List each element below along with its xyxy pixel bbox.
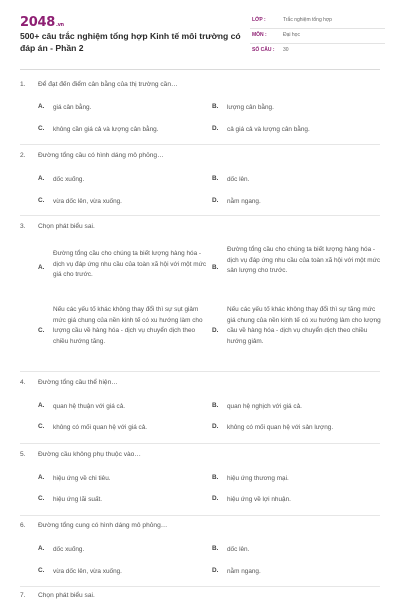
option-text: vừa dốc lên, vừa xuống. — [53, 568, 122, 575]
option-letter: B. — [212, 474, 219, 481]
question-text: Đường cầu không phụ thuộc vào… — [38, 451, 141, 458]
question-separator — [20, 215, 380, 216]
option-letter: B. — [212, 402, 219, 409]
option-letter: D. — [212, 197, 219, 204]
option-text: dốc lên. — [227, 546, 250, 553]
option-letter: C. — [38, 423, 45, 430]
option-letter: C. — [38, 197, 45, 204]
option-letter: B. — [212, 545, 219, 552]
meta-key: MÔN : — [252, 32, 267, 38]
option-letter: A. — [38, 175, 45, 182]
option-letter: C. — [38, 327, 45, 334]
site-logo[interactable] — [20, 15, 64, 30]
question-separator — [20, 443, 380, 444]
meta-row-class — [250, 14, 385, 29]
meta-info-box — [250, 14, 385, 59]
option-letter: A. — [38, 103, 45, 110]
option-letter: D. — [212, 423, 219, 430]
meta-value: Trắc nghiệm tổng hợp — [283, 17, 332, 23]
option-letter: B. — [212, 175, 219, 182]
question-3 — [20, 223, 385, 345]
option-text: hiệu ứng thương mại. — [227, 475, 289, 482]
question-number: 4. — [20, 379, 26, 386]
option-text: Đường tổng cầu cho chúng ta biết lượng hàng hóa - dịch vụ đáp ứng nhu cầu của toàn xã hội với một mức sản lượng cho trước. — [227, 246, 381, 274]
meta-row-subject — [250, 29, 385, 44]
question-5 — [20, 451, 385, 503]
question-4 — [20, 379, 385, 431]
question-separator — [20, 515, 380, 516]
question-text: Để đạt đến điểm cân bằng của thị trường cần… — [38, 81, 178, 88]
question-text: Chọn phát biểu sai. — [38, 592, 95, 599]
logo-suffix: .vn — [55, 22, 64, 28]
meta-row-count — [250, 44, 385, 59]
header-divider — [20, 69, 380, 70]
option-letter: B. — [212, 264, 219, 271]
question-number: 1. — [20, 81, 26, 88]
question-text: Đường tổng cầu có hình dáng mô phỏng… — [38, 152, 164, 159]
option-text: vừa dốc lên, vừa xuống. — [53, 198, 122, 205]
option-letter: A. — [38, 402, 45, 409]
question-header — [20, 152, 385, 164]
option-text: hiệu ứng lãi suất. — [53, 496, 103, 503]
option-text: nằm ngang. — [227, 198, 261, 205]
question-header — [20, 81, 385, 93]
question-header — [20, 592, 385, 600]
option-text: quan hệ nghịch với giá cả. — [227, 403, 302, 410]
question-6 — [20, 522, 385, 575]
option-text: nằm ngang. — [227, 568, 261, 575]
question-separator — [20, 371, 380, 372]
question-text: Đường tổng cung có hình dáng mô phỏng… — [38, 522, 168, 529]
option-text: lượng cân bằng. — [227, 104, 274, 111]
question-2 — [20, 152, 385, 205]
question-number: 5. — [20, 451, 26, 458]
meta-key: LỚP : — [252, 17, 266, 23]
option-text: không có mối quan hệ với sản lượng. — [227, 424, 334, 431]
option-letter: C. — [38, 495, 45, 502]
option-text: không có mối quan hệ với giá cả. — [53, 424, 148, 431]
meta-key: SỐ CÂU : — [252, 47, 275, 53]
question-number: 2. — [20, 152, 26, 159]
question-header — [20, 522, 385, 534]
page-title: 500+ câu trắc nghiệm tổng hợp Kinh tế môi trường có đáp án - Phần 2 — [20, 31, 241, 53]
question-text: Đường tổng cầu thể hiện… — [38, 379, 118, 386]
question-number: 3. — [20, 223, 26, 230]
option-letter: D. — [212, 567, 219, 574]
option-text: quan hệ thuận với giá cả. — [53, 403, 126, 410]
option-text: Nếu các yếu tố khác không thay đổi thì sự sụt giảm mức giá chung của nền kinh tế có xu hướng làm cho lượng cầu về hàng hóa - dịch vụ chuyển dịch theo chiều hướng tăng. — [53, 306, 203, 345]
option-letter: C. — [38, 125, 45, 132]
question-number: 6. — [20, 522, 26, 529]
option-letter: D. — [212, 495, 219, 502]
question-header — [20, 379, 385, 391]
question-separator — [20, 586, 380, 587]
option-text: giá cân bằng. — [53, 104, 92, 111]
option-letter: D. — [212, 125, 219, 132]
question-1 — [20, 81, 385, 133]
option-letter: D. — [212, 327, 219, 334]
option-letter: A. — [38, 474, 45, 481]
option-letter: C. — [38, 567, 45, 574]
option-text: không cần giá cả và lượng cân bằng. — [53, 126, 159, 133]
question-number: 7. — [20, 592, 26, 599]
option-text: Đường tổng cầu cho chúng ta biết lượng hàng hóa - dịch vụ đáp ứng nhu cầu của toàn xã hội với một mức giá cho trước. — [53, 250, 207, 278]
option-text: Nếu các yếu tố khác không thay đổi thì sự tăng mức giá chung của nền kinh tế có xu hướng làm cho lượng cầu về hàng hóa - dịch vụ chuyển dịch theo chiều hướng giảm. — [227, 306, 381, 345]
question-text: Chọn phát biểu sai. — [38, 223, 95, 230]
option-letter: A. — [38, 264, 45, 271]
option-text: dốc xuống. — [53, 546, 85, 553]
meta-value: 30 — [283, 47, 289, 53]
question-7 — [20, 592, 385, 600]
option-text: dốc xuống. — [53, 176, 85, 183]
meta-value: Đại học — [283, 32, 300, 38]
option-text: hiệu ứng về chi tiêu. — [53, 475, 111, 482]
option-text: cả giá cả và lượng cân bằng. — [227, 126, 310, 133]
logo-text: 2048 — [20, 15, 55, 30]
page-header — [0, 0, 400, 66]
option-text: hiệu ứng về lợi nhuận. — [227, 496, 291, 503]
option-text: dốc lên. — [227, 176, 250, 183]
option-letter: B. — [212, 103, 219, 110]
question-separator — [20, 144, 380, 145]
option-letter: A. — [38, 545, 45, 552]
question-header — [20, 223, 385, 235]
question-header — [20, 451, 385, 463]
